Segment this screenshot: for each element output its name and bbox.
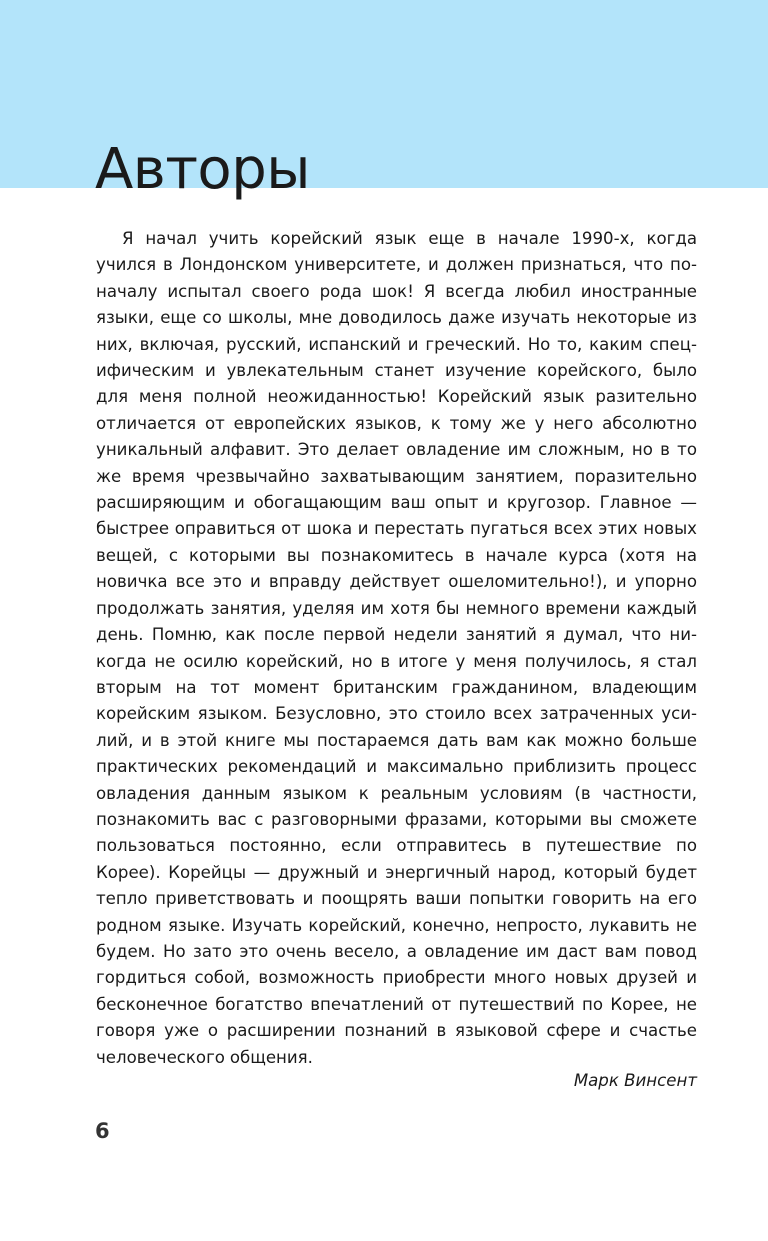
- author-paragraph: Я начал учить корейский язык еще в начале 1990-х, когда учился в Лондонском университете, и должен признаться, что поначалу испытал своего рода шок! Я всегда любил иностранные языки, еще со школы, мне доводилось даже изучать некоторые из них, включая, русский, испанский и греческий. Но то, каким специфическим и увлекательным станет изучение корейского, было для меня полной неожиданностью! Корейский язык разительно отличается от европейских языков, к тому же у него абсолютно уникальный алфавит. Это делает овладение им сложным, но в то же время чрезвычайно захватывающим занятием, поразительно расширяющим и обогащающим ваш опыт и кругозор. Главное — быстрее оправиться от шока и перестать пугаться всех этих новых вещей, с которыми вы познакомитесь в начале курса (хотя на новичка все это и вправду действует ошеломительно!), и упорно продолжать занятия, уделяя им хотя бы немного времени каждый день. Помню, как после первой недели занятий я думал, что никогда не осилю корейский, но в итоге у меня получилось, я стал вторым на тот момент британским гражданином, владеющим корейским языком. Безусловно, это стоило всех затраченных усилий, и в этой книге мы постараемся дать вам как можно больше практических рекомендаций и максимально приблизить процесс овладения данным языком к реальным условиям (в частности, познакомить вас с разговорными фразами, которыми вы сможете пользоваться постоянно, если отправитесь в путешествие по Корее). Корейцы — дружный и энергичный народ, который будет тепло приветствовать и поощрять ваши попытки говорить на его родном языке. Изучать корейский, конечно, непросто, лукавить не будем. Но зато это очень весело, а овладение им даст вам повод гордиться собой, возможность приобрести много новых друзей и бесконечное богатство впечатлений от путешествий по Корее, не говоря уже о расширении познаний в языковой сфере и счастье человеческого общения.: [96, 229, 697, 1067]
- author-signature: Марк Винсент: [573, 1071, 697, 1090]
- page-number: 6: [95, 1119, 110, 1143]
- page-title: Авторы: [95, 137, 310, 202]
